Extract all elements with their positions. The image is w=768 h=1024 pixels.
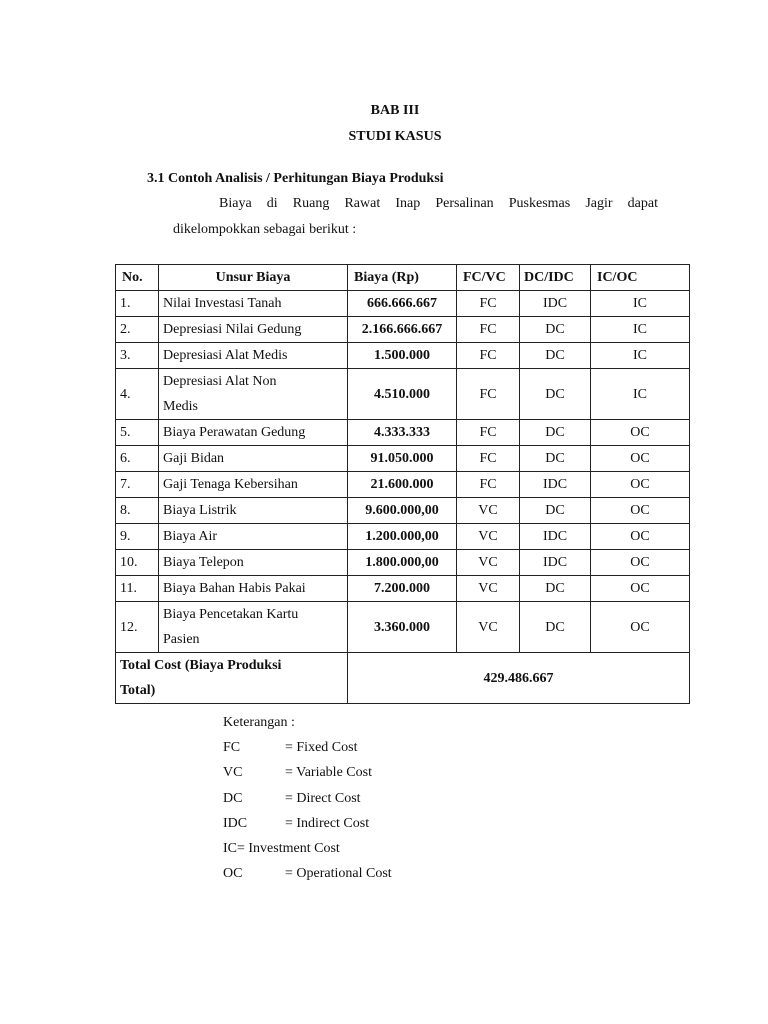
header-dc-idc: DC/IDC <box>520 265 591 291</box>
cell-dc-idc: DC <box>520 602 591 653</box>
cell-cost: 2.166.666.667 <box>348 317 457 343</box>
cell-item <box>159 369 348 420</box>
cell-item-line2: Pasien <box>163 632 200 647</box>
cell-dc-idc: DC <box>520 317 591 343</box>
cell-fc-vc: VC <box>457 498 520 524</box>
cell-no: 12. <box>116 602 159 653</box>
legend-abbr: DC <box>223 790 243 806</box>
cell-ic-oc: OC <box>591 576 690 602</box>
cell-cost: 21.600.000 <box>348 472 457 498</box>
cell-ic-oc: IC <box>591 317 690 343</box>
table-row <box>116 550 690 576</box>
table-header-row <box>116 265 690 291</box>
cell-dc-idc: DC <box>520 498 591 524</box>
cell-fc-vc: FC <box>457 317 520 343</box>
cell-fc-vc: FC <box>457 343 520 369</box>
legend-abbr: IC= Investment Cost <box>223 841 340 857</box>
cell-no: 11. <box>116 576 159 602</box>
cell-fc-vc: VC <box>457 576 520 602</box>
cell-no: 6. <box>116 446 159 472</box>
total-label <box>116 653 348 704</box>
cell-fc-vc: FC <box>457 369 520 420</box>
cell-fc-vc: VC <box>457 602 520 653</box>
cell-dc-idc: IDC <box>520 472 591 498</box>
cell-item: Biaya Air <box>159 524 348 550</box>
cell-cost: 4.510.000 <box>348 369 457 420</box>
cell-item-line2: Medis <box>163 399 198 414</box>
chapter-number: BAB III <box>370 103 420 118</box>
cell-ic-oc: OC <box>591 550 690 576</box>
cell-ic-oc: OC <box>591 420 690 446</box>
legend-definition: = Indirect Cost <box>285 815 370 831</box>
intro-paragraph-line1: Biaya di Ruang Rawat Inap Persalinan Puskesmas Jagir dapat <box>219 196 658 211</box>
cell-cost: 91.050.000 <box>348 446 457 472</box>
cell-no: 3. <box>116 343 159 369</box>
table-row <box>116 446 690 472</box>
legend-definition: = Variable Cost <box>285 765 372 781</box>
cell-cost: 4.333.333 <box>348 420 457 446</box>
header-cost: Biaya (Rp) <box>348 265 457 291</box>
cell-fc-vc: FC <box>457 472 520 498</box>
cell-no: 4. <box>116 369 159 420</box>
cell-dc-idc: DC <box>520 420 591 446</box>
production-cost-table <box>115 264 690 704</box>
cell-dc-idc: IDC <box>520 524 591 550</box>
cell-fc-vc: FC <box>457 291 520 317</box>
cell-item: Gaji Tenaga Kebersihan <box>159 472 348 498</box>
header-no: No. <box>116 265 159 291</box>
cell-dc-idc: IDC <box>520 550 591 576</box>
legend-item <box>223 763 372 788</box>
cell-no: 5. <box>116 420 159 446</box>
cell-ic-oc: IC <box>591 343 690 369</box>
table-row <box>116 420 690 446</box>
cell-item: Biaya Telepon <box>159 550 348 576</box>
cell-item: Biaya Bahan Habis Pakai <box>159 576 348 602</box>
cell-dc-idc: IDC <box>520 291 591 317</box>
cell-ic-oc: OC <box>591 472 690 498</box>
table-row <box>116 317 690 343</box>
cell-dc-idc: DC <box>520 369 591 420</box>
legend-definition: = Operational Cost <box>285 866 392 882</box>
header-item: Unsur Biaya <box>159 265 348 291</box>
legend-abbr: VC <box>223 765 243 781</box>
legend-abbr: OC <box>223 866 243 882</box>
cell-ic-oc: IC <box>591 369 690 420</box>
cell-cost: 7.200.000 <box>348 576 457 602</box>
table-row <box>116 343 690 369</box>
cell-item: Gaji Bidan <box>159 446 348 472</box>
legend-item <box>223 839 340 864</box>
legend-definition: = Fixed Cost <box>285 740 358 755</box>
table-row <box>116 291 690 317</box>
cell-fc-vc: VC <box>457 524 520 550</box>
legend <box>223 713 392 890</box>
cell-dc-idc: DC <box>520 446 591 472</box>
cell-ic-oc: OC <box>591 498 690 524</box>
table-body <box>116 291 690 653</box>
cell-dc-idc: DC <box>520 343 591 369</box>
legend-item <box>223 864 392 889</box>
table-row <box>116 602 690 653</box>
table-row <box>116 576 690 602</box>
cell-item-line1: Biaya Pencetakan Kartu <box>163 607 299 622</box>
cell-ic-oc: OC <box>591 602 690 653</box>
intro-paragraph-line2: dikelompokkan sebagai berikut : <box>173 222 357 237</box>
cell-no: 10. <box>116 550 159 576</box>
total-label-line2: Total) <box>120 683 156 698</box>
total-value: 429.486.667 <box>348 653 690 704</box>
cell-item: Biaya Perawatan Gedung <box>159 420 348 446</box>
cell-item <box>159 602 348 653</box>
cell-fc-vc: FC <box>457 446 520 472</box>
cell-no: 9. <box>116 524 159 550</box>
cell-no: 2. <box>116 317 159 343</box>
table-row <box>116 369 690 420</box>
legend-item <box>223 814 370 839</box>
cell-dc-idc: DC <box>520 576 591 602</box>
cell-cost: 666.666.667 <box>348 291 457 317</box>
table-row <box>116 498 690 524</box>
cell-cost: 3.360.000 <box>348 602 457 653</box>
cell-no: 8. <box>116 498 159 524</box>
header-fc-vc: FC/VC <box>457 265 520 291</box>
cell-fc-vc: FC <box>457 420 520 446</box>
cell-no: 1. <box>116 291 159 317</box>
legend-item <box>223 789 361 814</box>
section-heading: 3.1 Contoh Analisis / Perhitungan Biaya Produksi <box>147 171 444 186</box>
cell-cost: 9.600.000,00 <box>348 498 457 524</box>
legend-item <box>223 738 358 763</box>
cell-item: Depresiasi Nilai Gedung <box>159 317 348 343</box>
table-row <box>116 524 690 550</box>
header-ic-oc: IC/OC <box>591 265 690 291</box>
total-row <box>116 653 690 704</box>
cell-ic-oc: IC <box>591 291 690 317</box>
legend-abbr: FC <box>223 740 241 755</box>
table-row <box>116 472 690 498</box>
cell-ic-oc: OC <box>591 446 690 472</box>
cell-item: Biaya Listrik <box>159 498 348 524</box>
cell-cost: 1.200.000,00 <box>348 524 457 550</box>
cell-item-line1: Depresiasi Alat Non <box>163 374 277 389</box>
legend-title: Keterangan : <box>223 715 295 730</box>
legend-definition: = Direct Cost <box>285 790 361 806</box>
legend-abbr: IDC <box>223 815 248 831</box>
cell-item: Nilai Investasi Tanah <box>159 291 348 317</box>
cell-fc-vc: VC <box>457 550 520 576</box>
cell-cost: 1.500.000 <box>348 343 457 369</box>
cell-ic-oc: OC <box>591 524 690 550</box>
total-label-line1: Total Cost (Biaya Produksi <box>120 658 282 673</box>
chapter-title: STUDI KASUS <box>348 129 442 144</box>
cell-item: Depresiasi Alat Medis <box>159 343 348 369</box>
cell-no: 7. <box>116 472 159 498</box>
cell-cost: 1.800.000,00 <box>348 550 457 576</box>
